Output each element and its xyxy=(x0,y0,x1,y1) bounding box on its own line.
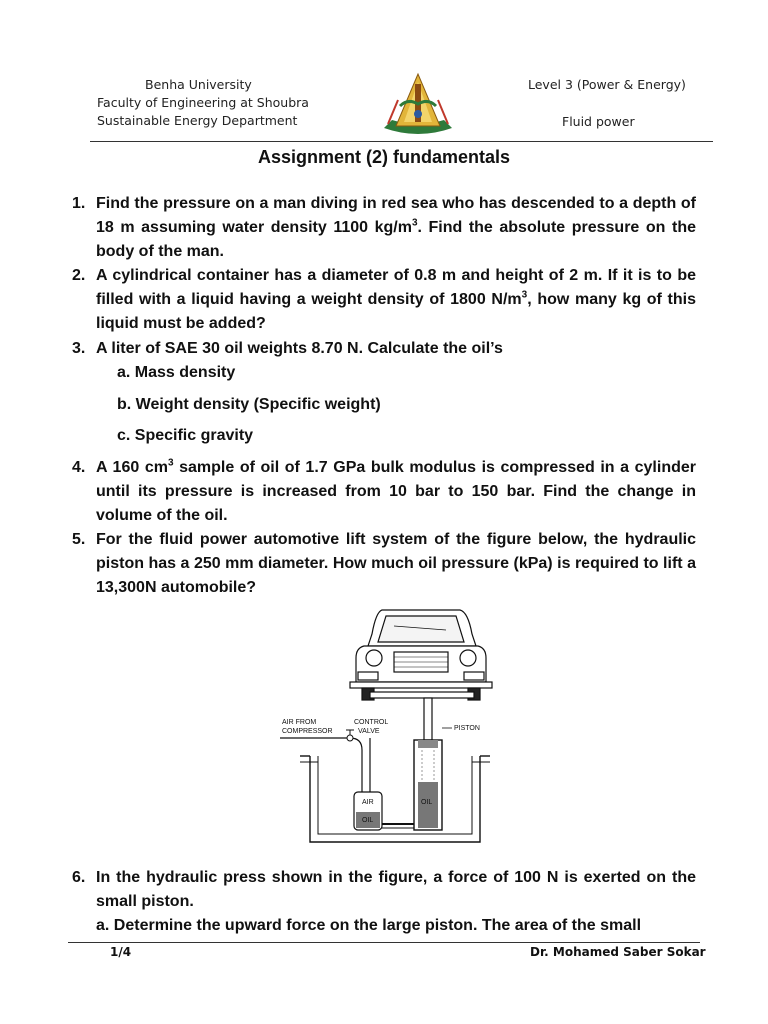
page-number: 1/4 xyxy=(110,945,132,959)
car-drawing xyxy=(350,610,492,700)
q3-sub-c: c. Specific gravity xyxy=(117,427,254,444)
q3-sub-b: b. Weight density (Specific weight) xyxy=(117,396,381,413)
university-name: Benha University xyxy=(145,77,252,92)
air-label: AIR xyxy=(362,799,374,806)
air-from-label: AIR FROM xyxy=(282,719,317,726)
piston-label: PISTON xyxy=(454,725,480,732)
question-6 xyxy=(72,866,696,938)
header-divider xyxy=(90,141,713,142)
question-number: 2. xyxy=(72,267,86,284)
question-number: 3. xyxy=(72,340,86,357)
question-5 xyxy=(72,528,696,600)
question-number: 6. xyxy=(72,869,86,886)
footer-divider xyxy=(68,942,700,943)
question-text: In the hydraulic press shown in the figure, a force of 100 N is exerted on the small piston. xyxy=(96,869,696,910)
faculty-name: Faculty of Engineering at Shoubra xyxy=(97,95,309,110)
course-label: Fluid power xyxy=(562,114,635,129)
page-title: Assignment (2) fundamentals xyxy=(257,147,511,167)
question-text: A cylindrical container has a diameter of 0.8 m and height of 2 m. If it is to be filled with a liquid having a weight density of 1800 $N/m^3$, how many kg of this liquid must be added? xyxy=(96,267,696,332)
question-text: A liter of SAE 30 oil weights 8.70 N. Calculate the oil’s xyxy=(96,340,503,357)
oil-tank-label: OIL xyxy=(362,817,374,824)
question-4 xyxy=(72,456,696,528)
author-name: Dr. Mohamed Saber Sokar xyxy=(530,945,706,959)
question-text: A 160 $cm^3$ sample of oil of 1.7 GPa bulk modulus is compressed in a cylinder until its pressure is increased from 10 bar to 150 bar. Find the change in volume of the oil. xyxy=(96,457,696,524)
question-sub-a: a. Determine the upward force on the large piston. The area of the small xyxy=(96,917,642,934)
question-number: 4. xyxy=(72,459,86,476)
institution-block xyxy=(97,76,309,130)
control-label: CONTROL xyxy=(354,719,389,726)
question-number: 1. xyxy=(72,195,86,212)
level-label: Level 3 (Power & Energy) xyxy=(528,77,686,92)
department-name: Sustainable Energy Department xyxy=(97,113,298,128)
university-logo xyxy=(378,70,458,134)
question-text: Find the pressure on a man diving in red sea who has descended to a depth of 18 m assuming water density 1100 $kg/m^3$. Find the absolute pressure on the body of the man. xyxy=(96,195,697,260)
question-1 xyxy=(72,192,696,264)
question-2 xyxy=(72,264,696,336)
question-3 xyxy=(72,337,696,361)
valve-label: VALVE xyxy=(358,728,380,735)
compressor-label: COMPRESSOR xyxy=(282,728,333,735)
question-number: 5. xyxy=(72,531,86,548)
question-text: For the fluid power automotive lift system of the figure below, the hydraulic piston has a 250 mm diameter. How much oil pressure (kPa) is required to lift a 13,300N automobile? xyxy=(96,531,696,596)
automotive-lift-figure xyxy=(270,606,506,860)
oil-label: OIL xyxy=(421,799,433,806)
q3-sub-a: a. Mass density xyxy=(117,364,236,381)
